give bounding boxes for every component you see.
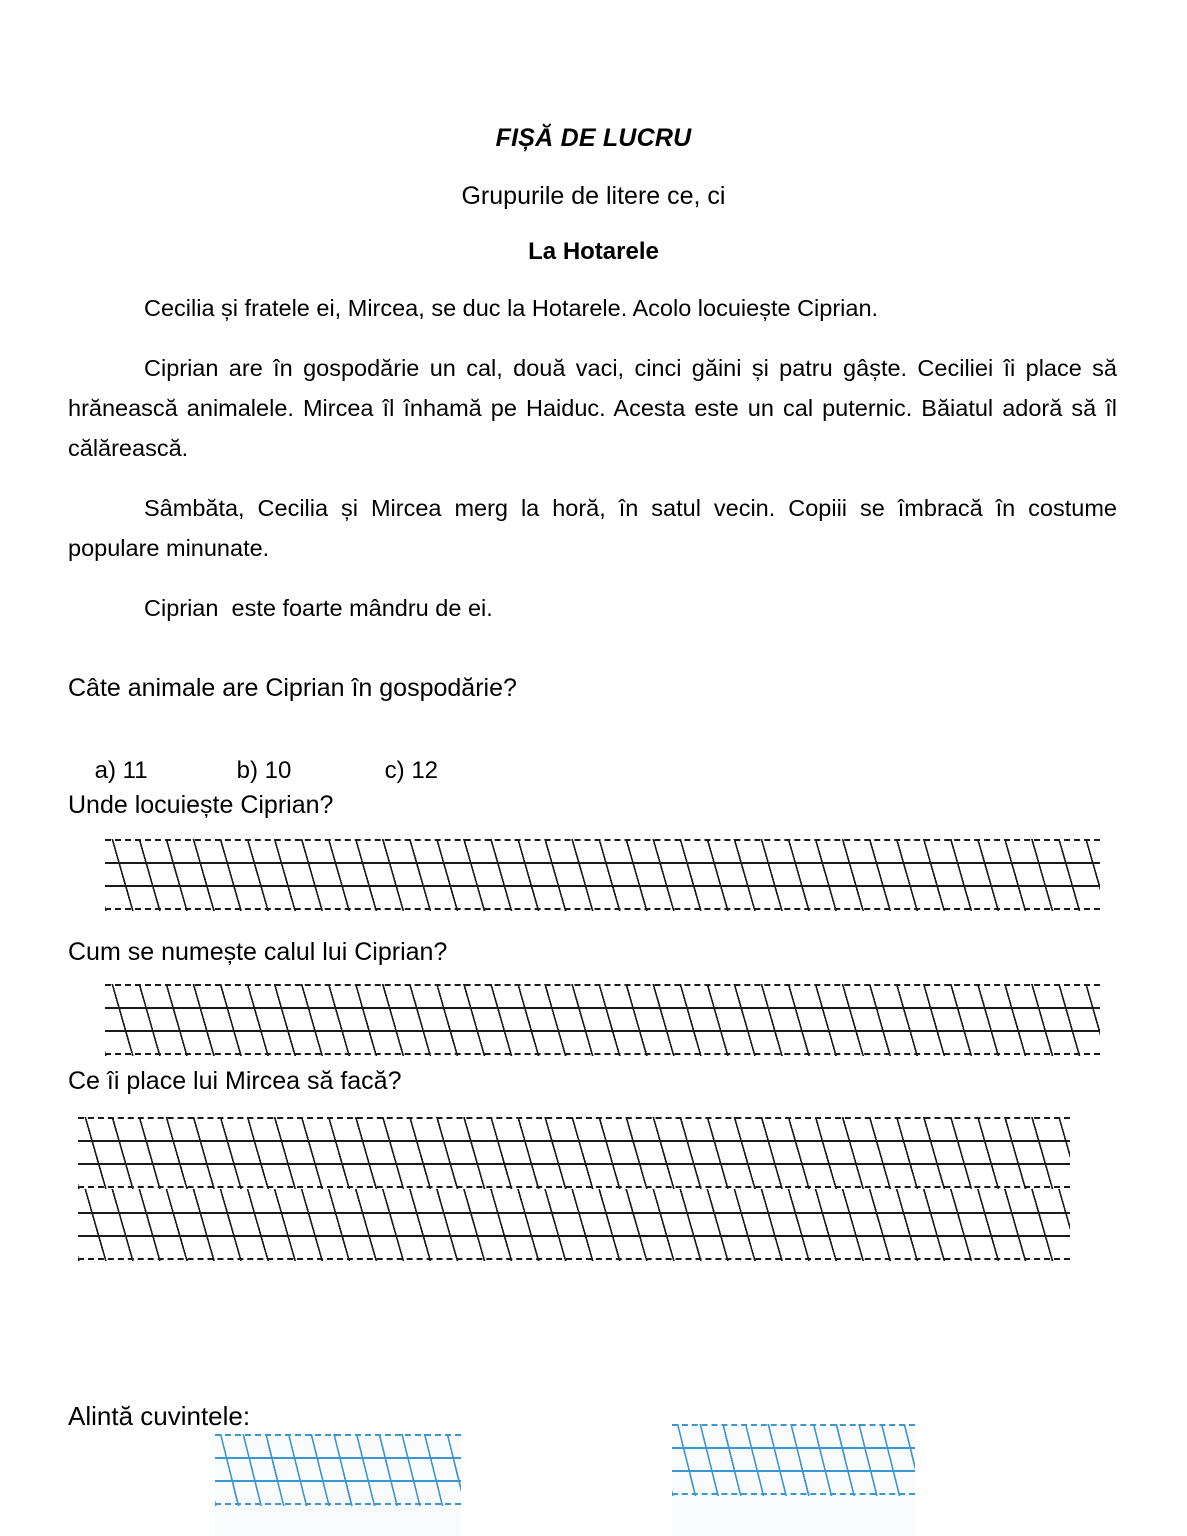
option-c[interactable]: c) 12: [384, 757, 439, 784]
guide-line-dashed-top: [105, 839, 1100, 841]
guide-line-dashed-bottom: [672, 1493, 915, 1495]
slant-guides: [105, 984, 1100, 1056]
guide-line-solid-lower: [78, 1163, 1070, 1165]
guide-line-solid-upper: [78, 1140, 1070, 1142]
story-paragraph: Sâmbăta, Cecilia și Mircea merg la horă, în satul vecin. Copiii se îmbracă în costume populare minunate.: [68, 495, 1124, 561]
slant-guides: [215, 1434, 461, 1506]
guide-line-dashed-bottom: [78, 1186, 1070, 1188]
answer-lines-question-2[interactable]: [105, 839, 1100, 911]
section-label-alinta: Alintă cuvintele:: [68, 1401, 251, 1431]
option-b[interactable]: b) 10: [236, 757, 292, 784]
guide-line-solid-lower: [672, 1470, 915, 1472]
guide-line-dashed-top: [105, 984, 1100, 986]
guide-line-dashed-bottom: [105, 908, 1100, 910]
question-3-text: Cum se numește calul lui Ciprian?: [68, 938, 448, 966]
writing-line-row: [78, 1117, 1070, 1189]
lesson-title: La Hotarele: [528, 238, 659, 265]
writing-line-row: [672, 1424, 915, 1496]
slant-guides: [105, 839, 1100, 911]
guide-line-solid-upper: [105, 1007, 1100, 1009]
guide-line-dashed-bottom: [78, 1258, 1070, 1260]
guide-line-solid-lower: [215, 1480, 461, 1482]
question-1-text: Câte animale are Ciprian în gospodărie?: [68, 674, 517, 702]
writing-grid-left[interactable]: [215, 1434, 461, 1536]
writing-line-row: [105, 984, 1100, 1056]
guide-line-solid-lower: [78, 1235, 1070, 1237]
answer-lines-question-3[interactable]: [105, 984, 1100, 1056]
question-2-text: Unde locuiește Ciprian?: [68, 791, 334, 819]
writing-line-row: [105, 839, 1100, 911]
guide-line-dashed-top: [215, 1434, 461, 1436]
slant-guides: [78, 1189, 1070, 1261]
question-4-text: Ce îi place lui Mircea să facă?: [68, 1067, 402, 1095]
guide-line-dashed-top: [672, 1424, 915, 1426]
writing-grid-right[interactable]: [672, 1424, 915, 1536]
slant-guides: [78, 1117, 1070, 1189]
story-paragraph: Cecilia și fratele ei, Mircea, se duc la Hotarele. Acolo locuiește Ciprian.: [144, 295, 879, 321]
guide-line-dashed-bottom: [215, 1503, 461, 1505]
answer-lines-question-4[interactable]: [78, 1117, 1070, 1261]
guide-line-solid-lower: [105, 885, 1100, 887]
page-title: FIȘĂ DE LUCRU: [495, 124, 692, 152]
guide-line-dashed-top: [78, 1117, 1070, 1119]
story-paragraph: Ciprian are în gospodărie un cal, două vaci, cinci găini și patru gâște. Ceciliei îi place să hrănească animalele. Mircea îl înhamă pe Haiduc. Acesta este un cal puternic. Băiatul adoră să îl călărească.: [68, 355, 1124, 461]
page-subtitle: Grupurile de litere ce, ci: [461, 182, 726, 210]
writing-line-row: [78, 1189, 1070, 1261]
guide-line-solid-upper: [672, 1447, 915, 1449]
guide-line-solid-lower: [105, 1030, 1100, 1032]
writing-line-row: [215, 1434, 461, 1506]
guide-line-solid-upper: [105, 862, 1100, 864]
guide-line-dashed-bottom: [105, 1053, 1100, 1055]
story-body: [68, 288, 1124, 628]
slant-guides: [672, 1424, 915, 1496]
option-a[interactable]: a) 11: [94, 757, 148, 784]
story-paragraph: Ciprian este foarte mândru de ei.: [144, 595, 493, 621]
guide-line-solid-upper: [215, 1457, 461, 1459]
guide-line-solid-upper: [78, 1212, 1070, 1214]
